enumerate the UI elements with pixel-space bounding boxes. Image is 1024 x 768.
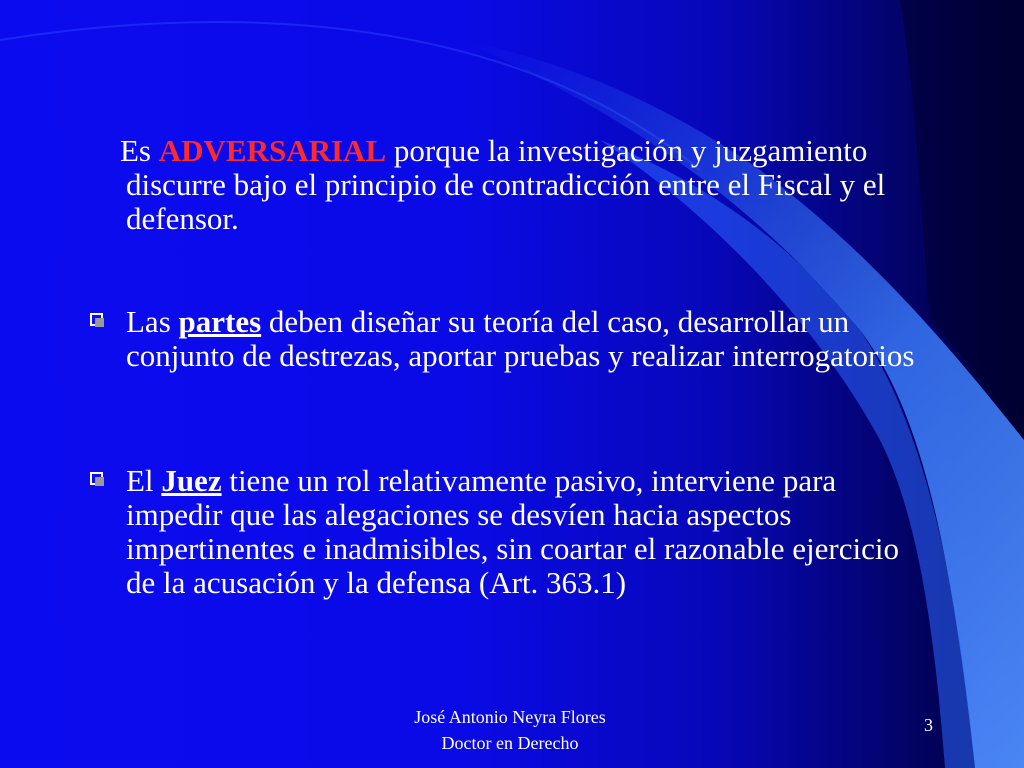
partes-emphasis: partes [178, 304, 262, 339]
paragraph-text: porque la investigación y juzgamiento discurre bajo el principio de contradicción entre el Fiscal y el defensor. [126, 133, 886, 236]
paragraph-prefix: Es [120, 133, 159, 168]
juez-emphasis: Juez [161, 463, 222, 498]
adversarial-highlight: ADVERSARIAL [158, 133, 387, 168]
square-bullet-icon [90, 313, 103, 326]
bullet-juez [126, 464, 926, 600]
bullet-prefix: Las [126, 304, 179, 339]
paragraph-adversarial [120, 133, 926, 236]
footer-author: José Antonio Neyra Flores [414, 707, 606, 727]
bullet-partes [126, 305, 926, 373]
bullet-prefix: El [126, 463, 162, 498]
footer-title: Doctor en Derecho [441, 733, 579, 753]
footer [380, 704, 640, 756]
bullet-text: deben diseñar su teoría del caso, desarrollar un conjunto de destrezas, aportar pruebas y realizar interrogatorios [126, 304, 915, 373]
square-bullet-icon [90, 472, 103, 485]
bullet-text: tiene un rol relativamente pasivo, interviene para impedir que las alegaciones se desvíen hacia aspectos impertinentes e inadmisibles, sin coartar el razonable ejercicio de la acusación y la defensa (Art. 363.1) [126, 463, 899, 600]
page-number: 3 [924, 715, 933, 735]
